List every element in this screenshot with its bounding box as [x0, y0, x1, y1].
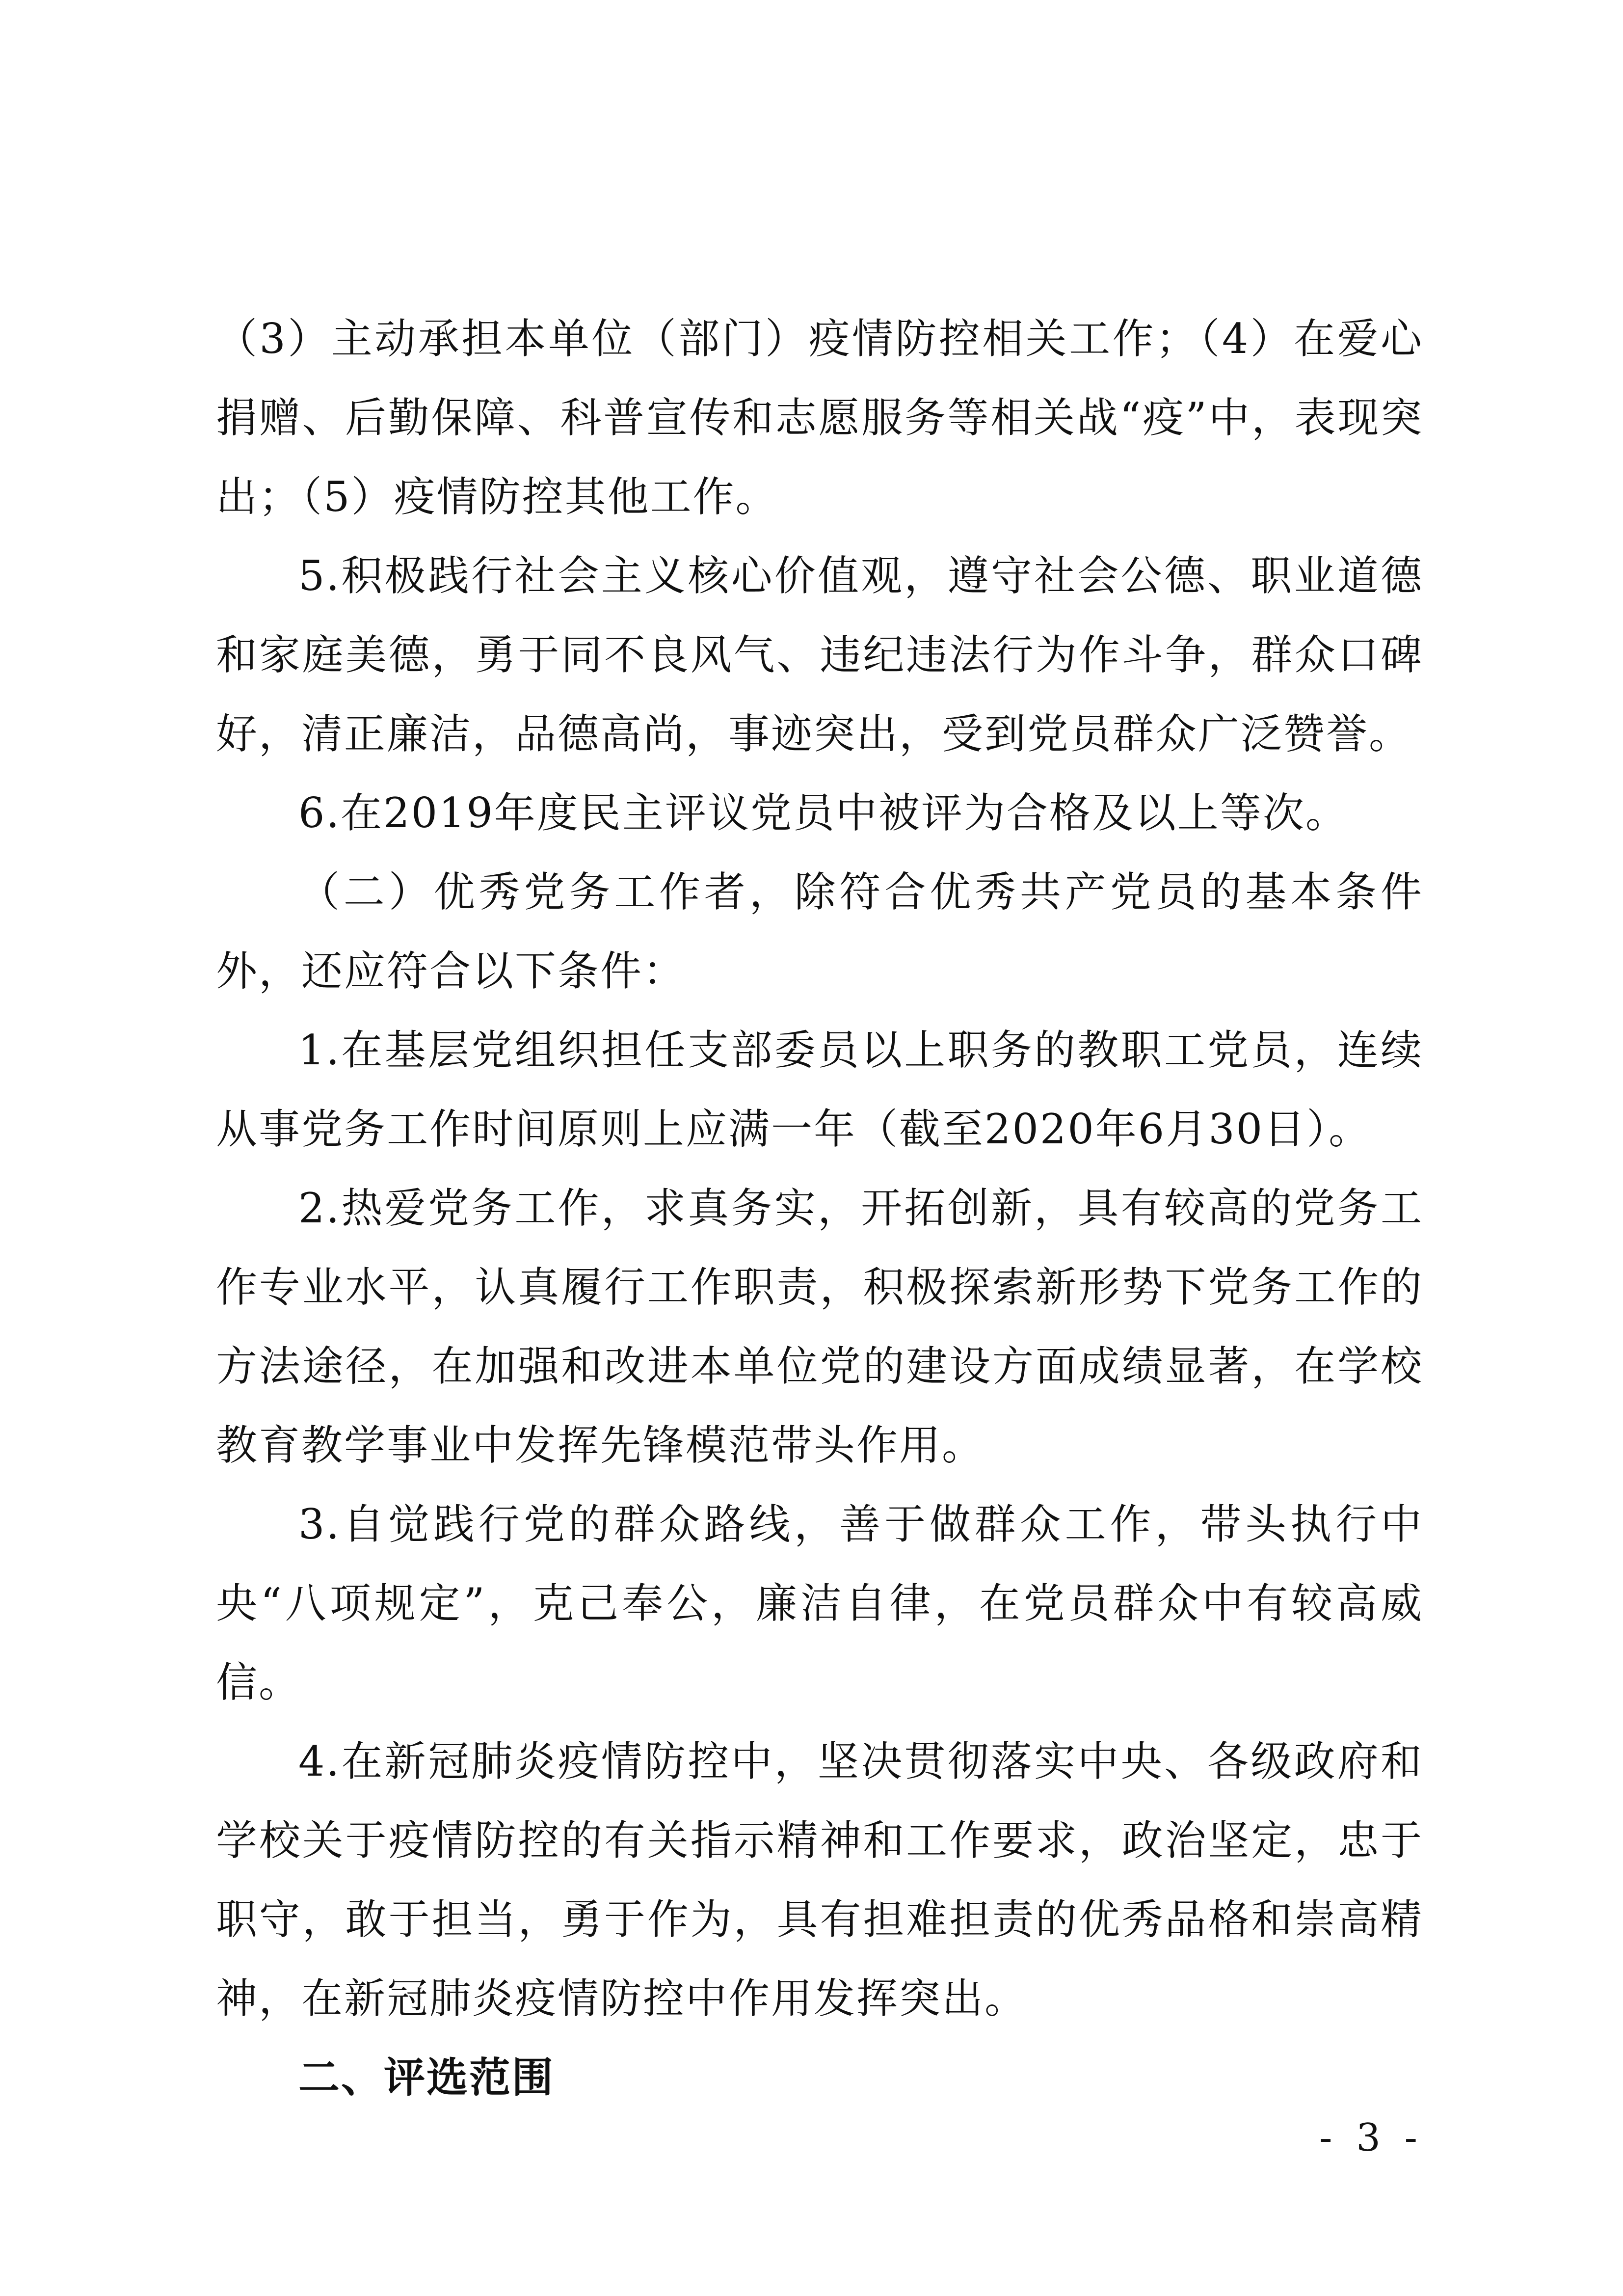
page-number: - 3 - — [1319, 2116, 1423, 2160]
document-body — [216, 299, 1423, 2117]
paragraph-criterion-5: 5.积极践行社会主义核心价值观，遵守社会公德、职业道德和家庭美德，勇于同不良风气、违纪违法行为作斗争，群众口碑好，清正廉洁，品德高尚，事迹突出，受到党员群众广泛赞誉。 — [216, 552, 1423, 758]
paragraph-worker-criterion-3: 3.自觉践行党的群众路线，善于做群众工作，带头执行中央“八项规定”，克己奉公，廉洁自律，在党员群众中有较高威信。 — [216, 1500, 1423, 1706]
paragraph-continued-item-3-5: （3）主动承担本单位（部门）疫情防控相关工作；（4）在爱心捐赠、后勤保障、科普宣传和志愿服务等相关战“疫”中，表现突出；（5）疫情防控其他工作。 — [216, 315, 1423, 521]
paragraph-section-two-intro: （二）优秀党务工作者，除符合优秀共产党员的基本条件外，还应符合以下条件： — [216, 868, 1423, 995]
section-heading-selection-scope: 二、评选范围 — [298, 2053, 555, 2102]
paragraph-worker-criterion-2: 2.热爱党务工作，求真务实，开拓创新，具有较高的党务工作专业水平，认真履行工作职责，积极探索新形势下党务工作的方法途径，在加强和改进本单位党的建设方面成绩显著，在学校教育教学事业中发挥先锋模范带头作用。 — [216, 1184, 1423, 1469]
paragraph-criterion-6: 6.在2019年度民主评议党员中被评为合格及以上等次。 — [298, 789, 1348, 837]
paragraph-worker-criterion-1: 1.在基层党组织担任支部委员以上职务的教职工党员，连续从事党务工作时间原则上应满一年（截至2020年6月30日）。 — [216, 1026, 1423, 1153]
paragraph-worker-criterion-4: 4.在新冠肺炎疫情防控中，坚决贯彻落实中央、各级政府和学校关于疫情防控的有关指示精神和工作要求，政治坚定，忠于职守，敢于担当，勇于作为，具有担难担责的优秀品格和崇高精神，在新冠肺炎疫情防控中作用发挥突出。 — [216, 1737, 1423, 2023]
